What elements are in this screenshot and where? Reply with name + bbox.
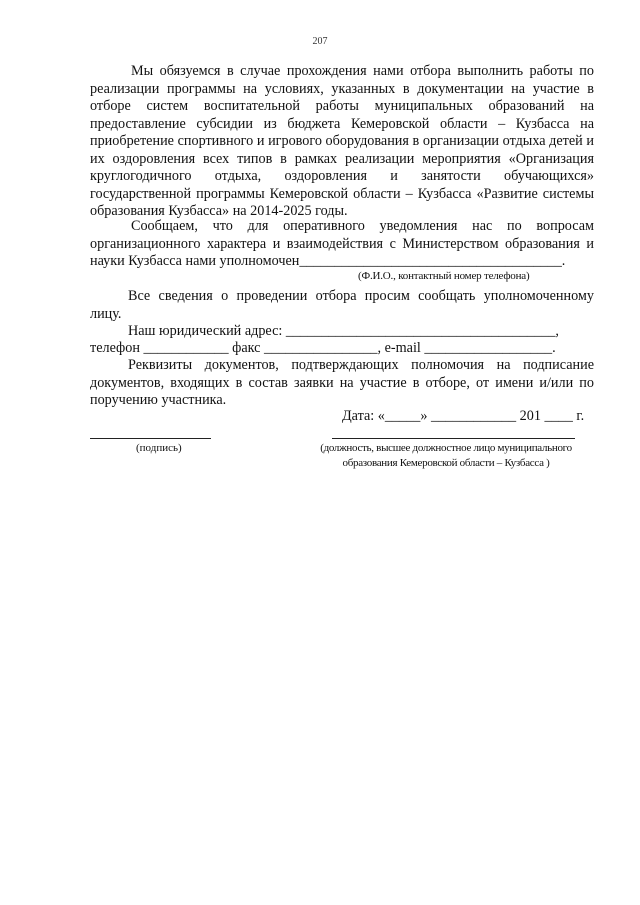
signature-caption: (подпись) (136, 442, 182, 454)
signature-rule (90, 438, 211, 439)
legal-address-text: Наш юридический адрес: ______________________________________, (128, 323, 559, 339)
position-caption-line-1: (должность, высшее должностное лицо муниципального (320, 442, 572, 454)
information-paragraph: Все сведения о проведении отбора просим сообщать уполномоченному лицу. (90, 288, 594, 322)
legal-address-line (90, 323, 600, 341)
fio-caption: (Ф.И.О., контактный номер телефона) (358, 270, 530, 282)
requisites-paragraph: Реквизиты документов, подтверждающих полномочия на подписание документов, входящих в состав заявки на участие в отборе, от имени и/или по поручению участника. (90, 357, 594, 408)
commitment-paragraph: Мы обязуемся в случае прохождения нами отбора выполнить работы по реализации программы на условиях, указанных в документации на участие в отборе систем воспитательной работы муниципальных образований на предоставление субсидии из бюджета Кемеровской области – Кузбасса на приобретение спортивного и игрового оборудования в организации отдыха детей и их оздоровления всех типов в рамках реализации мероприятия «Организация круглогодичного отдыха, оздоровления и занятости обучающихся» государственной программы Кемеровской области – Кузбасса «Развитие системы образования Кузбасса» на 2014-2025 годы. (90, 63, 594, 219)
date-line: Дата: «_____» ____________ 201 ____ г. (342, 408, 585, 424)
position-caption (286, 441, 606, 471)
phone-fax-email-line: телефон ____________ факс ________________, e-mail __________________. (90, 340, 556, 356)
position-caption-line-2: образования Кемеровской области – Кузбасса ) (342, 457, 550, 469)
notification-paragraph: Сообщаем, что для оперативного уведомления нас по вопросам организационного характера и взаимодействия с Министерством образования и науки Кузбасса нами уполномочен_____________________________________. (90, 218, 594, 269)
position-rule (332, 438, 575, 439)
page-number: 207 (312, 36, 328, 47)
